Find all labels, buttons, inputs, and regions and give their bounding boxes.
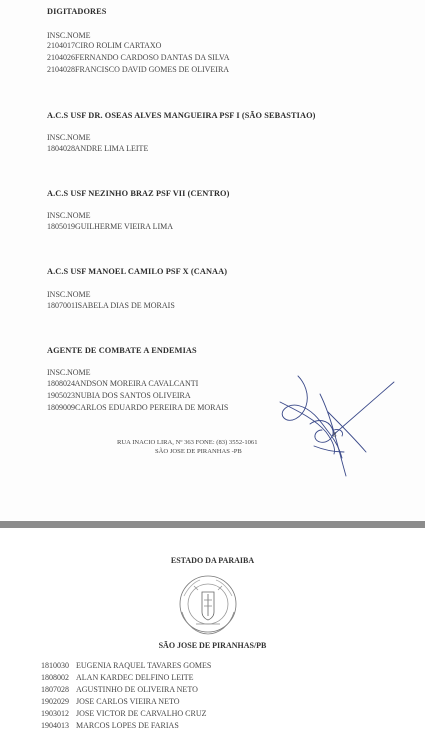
table-row	[41, 673, 194, 682]
footer-address: RUA INACIO LIRA, Nº 363 FONE: (83) 3552-1061	[117, 439, 258, 446]
city-heading: SÃO JOSE DE PIRANHAS/PB	[158, 641, 267, 650]
insc-number: 1804028	[47, 144, 75, 153]
table-row	[47, 391, 191, 401]
column-header-insc: INSC.	[47, 133, 68, 142]
section-title-acs-psf-vii: A.C.S USF NEZINHO BRAZ PSF VII (CENTRO)	[47, 189, 230, 198]
section-title-endemias: AGENTE DE COMBATE A ENDEMIAS	[47, 346, 197, 355]
table-row	[41, 709, 207, 718]
person-name: JOSE CARLOS VIEIRA NETO	[76, 697, 180, 706]
footer-city: SÃO JOSE DE PIRANHAS -PB	[155, 448, 242, 455]
column-header-nome: NOME	[67, 368, 91, 377]
insc-number: 1904013	[41, 721, 69, 730]
insc-number: 1807001	[47, 301, 75, 310]
person-name: ANDRE LIMA LEITE	[74, 144, 149, 153]
table-row	[47, 41, 161, 51]
person-name: AGUSTINHO DE OLIVEIRA NETO	[76, 685, 198, 694]
person-name: ISABELA DIAS DE MORAIS	[75, 301, 175, 310]
table-row	[41, 721, 179, 730]
insc-number: 2104028	[47, 65, 75, 74]
table-row	[47, 144, 148, 154]
person-name: FRANCISCO DAVID GOMES DE OLIVEIRA	[75, 65, 230, 74]
person-name: JOSE VICTOR DE CARVALHO CRUZ	[76, 709, 207, 718]
insc-number: 2104017	[47, 41, 75, 50]
section-title-acs-psf-x: A.C.S USF MANOEL CAMILO PSF X (CANAA)	[47, 267, 228, 276]
column-header-insc: INSC.	[47, 31, 68, 40]
table-row	[41, 661, 211, 670]
insc-number: 1810030	[41, 661, 69, 670]
column-header-insc: INSC.	[47, 211, 68, 220]
state-heading: ESTADO DA PARAIBA	[170, 556, 255, 565]
column-header	[47, 133, 91, 142]
column-header	[47, 290, 91, 299]
person-name: ANDSON MOREIRA CAVALCANTI	[74, 379, 199, 388]
table-row	[41, 697, 180, 706]
section-title-digitadores: DIGITADORES	[47, 7, 107, 16]
person-name: FERNANDO CARDOSO DANTAS DA SILVA	[75, 53, 230, 62]
column-header	[47, 368, 91, 377]
table-row	[47, 403, 228, 413]
column-header	[47, 211, 91, 220]
insc-number: 2104026	[47, 53, 75, 62]
state-coat-of-arms-icon	[172, 572, 244, 638]
column-header-nome: NOME	[67, 290, 91, 299]
person-name: NUBIA DOS SANTOS OLIVEIRA	[75, 391, 191, 400]
table-row	[41, 685, 198, 694]
table-row	[47, 53, 230, 63]
table-row	[47, 301, 175, 311]
person-name: EUGENIA RAQUEL TAVARES GOMES	[76, 661, 212, 670]
person-name: ALAN KARDEC DELFINO LEITE	[76, 673, 194, 682]
handwritten-signature-icon	[270, 372, 400, 482]
column-header-nome: NOME	[67, 31, 91, 40]
insc-number: 1805019	[47, 222, 75, 231]
column-header-insc: INSC.	[47, 368, 68, 377]
column-header-nome: NOME	[67, 133, 91, 142]
insc-number: 1808024	[47, 379, 75, 388]
insc-number: 1809009	[47, 403, 75, 412]
insc-number: 1807028	[41, 685, 69, 694]
page-divider	[0, 521, 425, 528]
person-name: GUILHERME VIEIRA LIMA	[75, 222, 174, 231]
person-name: CARLOS EDUARDO PEREIRA DE MORAIS	[75, 403, 229, 412]
person-name: MARCOS LOPES DE FARIAS	[76, 721, 179, 730]
insc-number: 1903012	[41, 709, 69, 718]
column-header	[47, 31, 91, 40]
person-name: CIRO ROLIM CARTAXO	[75, 41, 162, 50]
insc-number: 1905023	[47, 391, 75, 400]
page-number: 8	[333, 431, 337, 439]
table-row	[47, 222, 173, 232]
section-title-acs-psf-i: A.C.S USF DR. OSEAS ALVES MANGUEIRA PSF I (SÃO SEBASTIAO)	[47, 111, 316, 120]
document-page-2	[0, 528, 425, 740]
insc-number: 1902029	[41, 697, 69, 706]
column-header-insc: INSC.	[47, 290, 68, 299]
insc-number: 1808002	[41, 673, 69, 682]
table-row	[47, 379, 198, 389]
table-row	[47, 65, 229, 75]
column-header-nome: NOME	[67, 211, 91, 220]
